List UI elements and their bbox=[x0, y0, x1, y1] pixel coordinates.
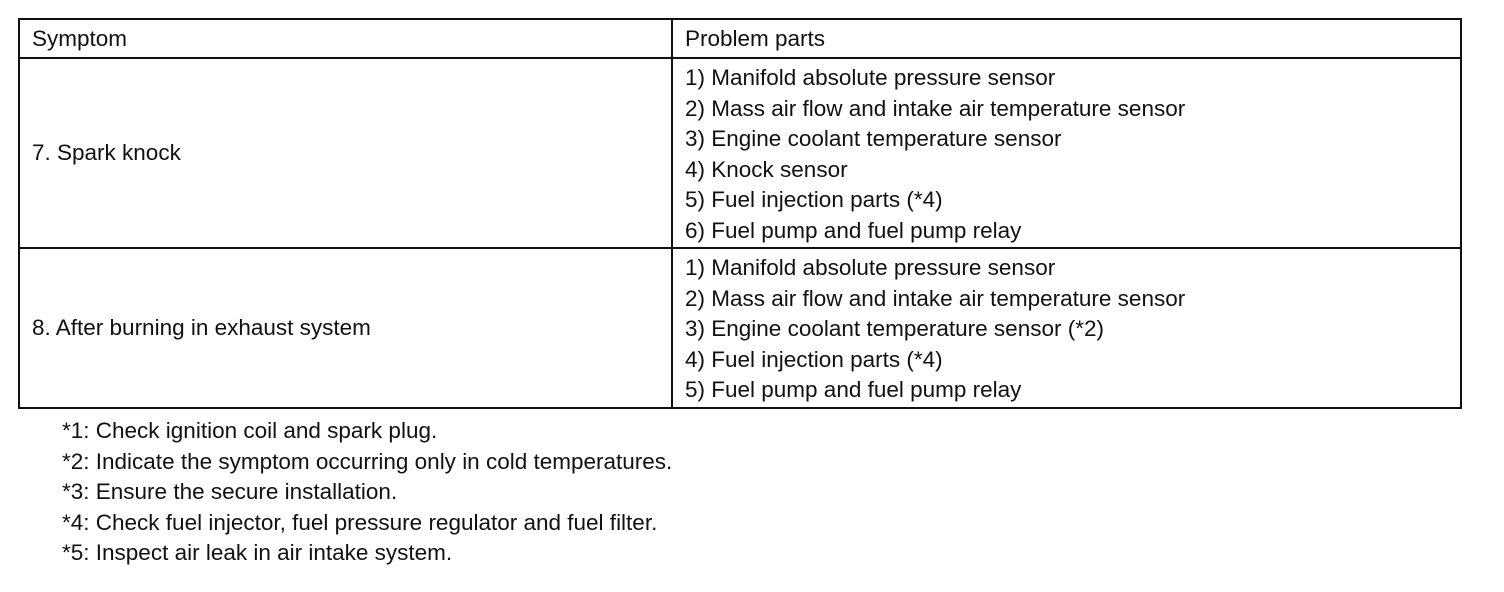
table-row bbox=[19, 58, 1461, 248]
problem-parts-cell bbox=[672, 248, 1461, 408]
table-header-row bbox=[19, 19, 1461, 58]
footnote: *1: Check ignition coil and spark plug. bbox=[62, 418, 438, 443]
list-item: 5) Fuel injection parts (*4) bbox=[685, 187, 943, 212]
list-item: 2) Mass air flow and intake air temperature sensor bbox=[685, 285, 1186, 311]
list-item: 4) Fuel injection parts (*4) bbox=[685, 346, 943, 372]
table-row bbox=[19, 248, 1461, 408]
list-item: 3) Engine coolant temperature sensor (*2) bbox=[685, 316, 1104, 342]
list-item: 6) Fuel pump and fuel pump relay bbox=[685, 217, 1022, 243]
symptom-cell: 8. After burning in exhaust system bbox=[19, 248, 672, 408]
problem-parts-column-header: Problem parts bbox=[672, 19, 1461, 58]
footnote: *4: Check fuel injector, fuel pressure regulator and fuel filter. bbox=[62, 509, 658, 535]
list-item: 2) Mass air flow and intake air temperature sensor bbox=[685, 95, 1186, 121]
problem-parts-list bbox=[685, 63, 1460, 246]
footnote: *3: Ensure the secure installation. bbox=[62, 479, 398, 504]
problem-parts-list bbox=[685, 253, 1460, 406]
symptom-table bbox=[18, 18, 1462, 409]
list-item: 3) Engine coolant temperature sensor bbox=[685, 126, 1062, 151]
footnote: *5: Inspect air leak in air intake system. bbox=[62, 540, 453, 565]
list-item: 5) Fuel pump and fuel pump relay bbox=[685, 377, 1022, 403]
footnotes bbox=[62, 416, 672, 569]
symptom-column-header: Symptom bbox=[19, 19, 672, 58]
footnote: *2: Indicate the symptom occurring only in cold temperatures. bbox=[62, 448, 673, 474]
list-item: 1) Manifold absolute pressure sensor bbox=[685, 255, 1056, 281]
symptom-cell: 7. Spark knock bbox=[19, 58, 672, 248]
problem-parts-cell bbox=[672, 58, 1461, 248]
list-item: 4) Knock sensor bbox=[685, 156, 848, 182]
list-item: 1) Manifold absolute pressure sensor bbox=[685, 65, 1056, 90]
